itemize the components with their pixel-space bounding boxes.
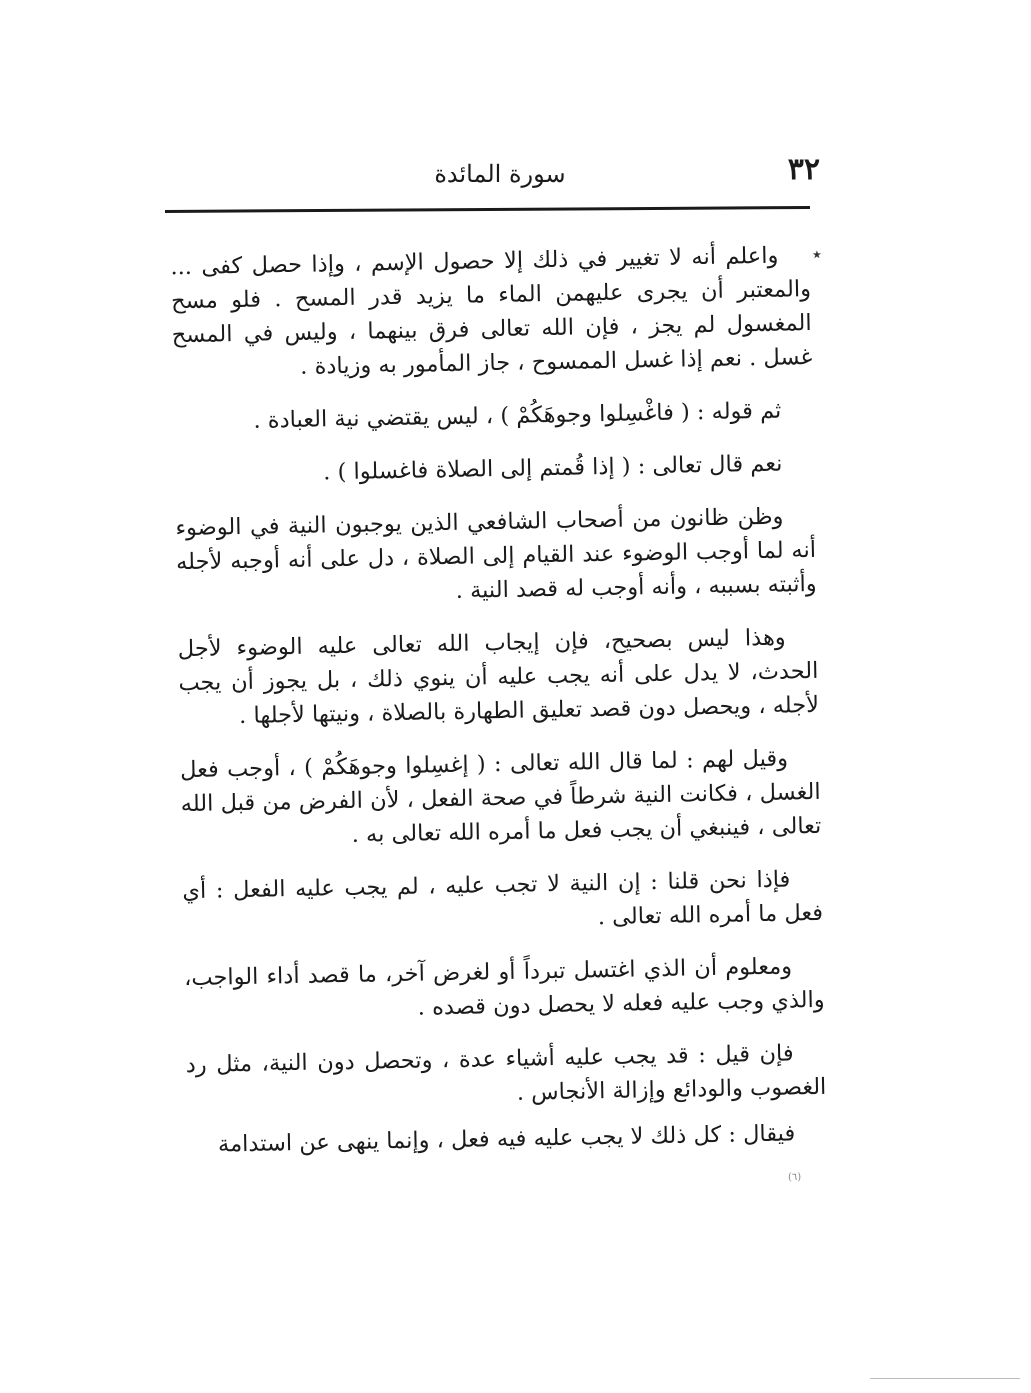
body-text (170, 238, 828, 1181)
paragraph: وظن ظانون من أصحاب الشافعي الذين يوجبون النية في الوضوء أنه لما أوجب الوضوء عند القيام إلى الصلاة ، دل على أنه أوجبه لأجله وأثبته بسببه ، وأنه أوجب له قصد النية . (175, 503, 817, 604)
surah-title: سورة المائدة (434, 160, 566, 188)
paragraph: وقيل لهم : لما قال الله تعالى : ( إغسِلوا وجوهَكُمْ ) ، أوجب فعل الغسل ، فكانت النية شرطاً في صحة الفعل ، لأن الفرض من قبل الله تعالى ، فينبغي أن يجب فعل ما أمره الله تعالى به . (179, 745, 822, 848)
paragraph: واعلم أنه لا تغيير في ذلك إلا حصول الإسم ، وإذا حصل كفى ... والمعتبر أن يجرى عليهمن الماء ما يزيد قدر المسح . فلو مسح المغسول لم يجز ، فإن الله تعالى فرق بينهما ، وليس في المسح غسل . نعم إذا غسل الممسوح ، جاز المأمور به وزيادة . (170, 242, 813, 380)
paragraph: فإذا نحن قلنا : إن النية لا تجب عليه ، لم يجب عليه الفعل : أي فعل ما أمره الله تعالى . (182, 866, 824, 931)
footnote-mark: (٦) (788, 1172, 802, 1183)
header-rule (165, 206, 810, 213)
paragraph: فيقال : كل ذلك لا يجب عليه فيه فعل ، وإنما ينهى عن استدامة (217, 1120, 796, 1158)
page-number: ٣٢ (787, 152, 820, 187)
scan-edge-line (870, 1378, 1020, 1379)
paragraph: ثم قوله : ( فاغْسِلوا وجوهَكُمْ ) ، ليس يقتضي نية العبادة . (253, 397, 782, 434)
paragraph: وهذا ليس بصحيح، فإن إيجاب الله تعالى عليه الوضوء لأجل الحدث، لا يدل على أنه يجب عليه أن ينوي ذلك ، بل يجوز أن يجب لأجله ، ويحصل دون قصد تعليق الطهارة بالصلاة ، ونيتها لأجلها . (177, 624, 820, 730)
paragraph: فإن قيل : قد يجب عليه أشياء عدة ، وتحصل دون النية، مثل رد الغصوب والودائع وإزالة الأنجاس . (185, 1040, 827, 1106)
page-header (180, 150, 820, 198)
marginal-mark: ٭ (812, 244, 822, 265)
paragraph: نعم قال تعالى : ( إذا قُمتم إلى الصلاة فاغسلوا ) . (323, 450, 783, 486)
paragraph: ومعلوم أن الذي اغتسل تبرداً أو لغرض آخر، ما قصد أداء الواجب، والذي وجب عليه فعله لا يحصل دون قصده . (183, 953, 825, 1021)
